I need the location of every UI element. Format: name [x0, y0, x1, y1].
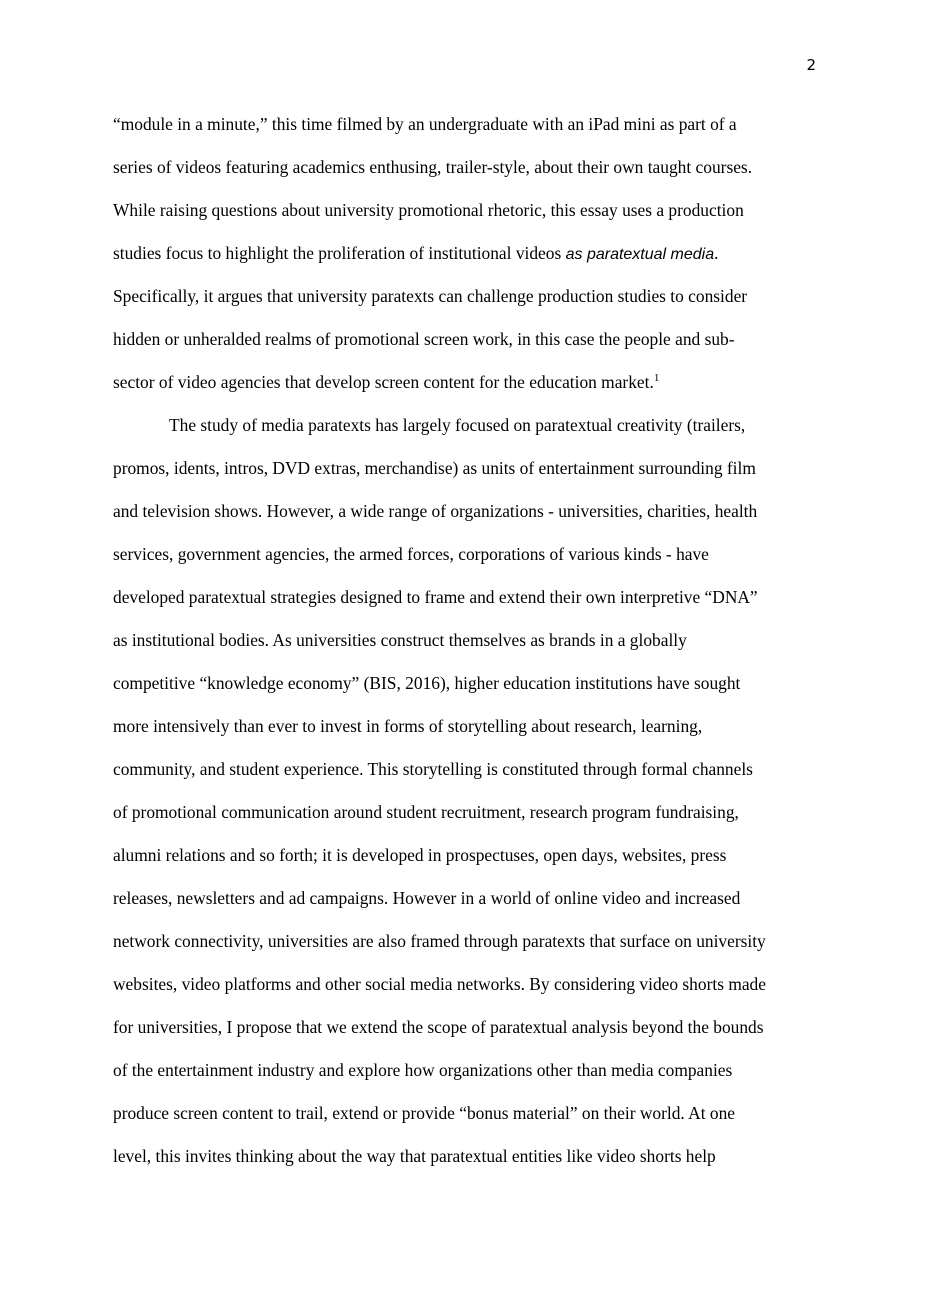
- italic-emphasis: as paratextual media: [565, 246, 715, 263]
- text-line: community, and student experience. This storytelling is constituted through formal channels: [113, 759, 753, 779]
- text-span: sector of video agencies that develop screen content for the education market.: [113, 372, 654, 392]
- text-line: for universities, I propose that we extend the scope of paratextual analysis beyond the bounds: [113, 1017, 764, 1037]
- text-line: and television shows. However, a wide range of organizations - universities, charities, health: [113, 501, 758, 521]
- text-line: [113, 243, 718, 265]
- text-line: [113, 372, 659, 392]
- text-line: While raising questions about university promotional rhetoric, this essay uses a production: [113, 200, 744, 220]
- text-line: alumni relations and so forth; it is developed in prospectuses, open days, websites, press: [113, 845, 727, 865]
- text-line: websites, video platforms and other social media networks. By considering video shorts made: [113, 974, 766, 994]
- text-line: more intensively than ever to invest in forms of storytelling about research, learning,: [113, 716, 703, 736]
- page-number: 2: [806, 56, 816, 74]
- text-line: Specifically, it argues that university paratexts can challenge production studies to consider: [113, 286, 748, 306]
- text-line: competitive “knowledge economy” (BIS, 2016), higher education institutions have sought: [113, 673, 741, 693]
- text-line: produce screen content to trail, extend or provide “bonus material” on their world. At one: [113, 1103, 735, 1123]
- text-line: hidden or unheralded realms of promotional screen work, in this case the people and sub-: [113, 329, 735, 349]
- text-line: network connectivity, universities are also framed through paratexts that surface on university: [113, 931, 766, 951]
- text-line: series of videos featuring academics enthusing, trailer-style, about their own taught courses.: [113, 157, 753, 177]
- text-line: “module in a minute,” this time filmed by an undergraduate with an iPad mini as part of a: [113, 114, 737, 134]
- text-line: releases, newsletters and ad campaigns. However in a world of online video and increased: [113, 888, 741, 908]
- text-line: developed paratextual strategies designed to frame and extend their own interpretive “DNA”: [113, 587, 758, 607]
- text-line: of the entertainment industry and explore how organizations other than media companies: [113, 1060, 733, 1080]
- text-line: of promotional communication around student recruitment, research program fundraising,: [113, 802, 739, 822]
- text-line: promos, idents, intros, DVD extras, merchandise) as units of entertainment surrounding film: [113, 458, 756, 478]
- footnote-marker[interactable]: 1: [653, 372, 660, 385]
- text-line: as institutional bodies. As universities construct themselves as brands in a globally: [113, 630, 687, 650]
- text-span: .: [714, 243, 719, 263]
- text-span: studies focus to highlight the proliferation of institutional videos: [113, 243, 562, 263]
- text-line: level, this invites thinking about the way that paratextual entities like video shorts help: [113, 1146, 716, 1166]
- text-line: The study of media paratexts has largely focused on paratextual creativity (trailers,: [169, 415, 746, 435]
- text-line: services, government agencies, the armed forces, corporations of various kinds - have: [113, 544, 709, 564]
